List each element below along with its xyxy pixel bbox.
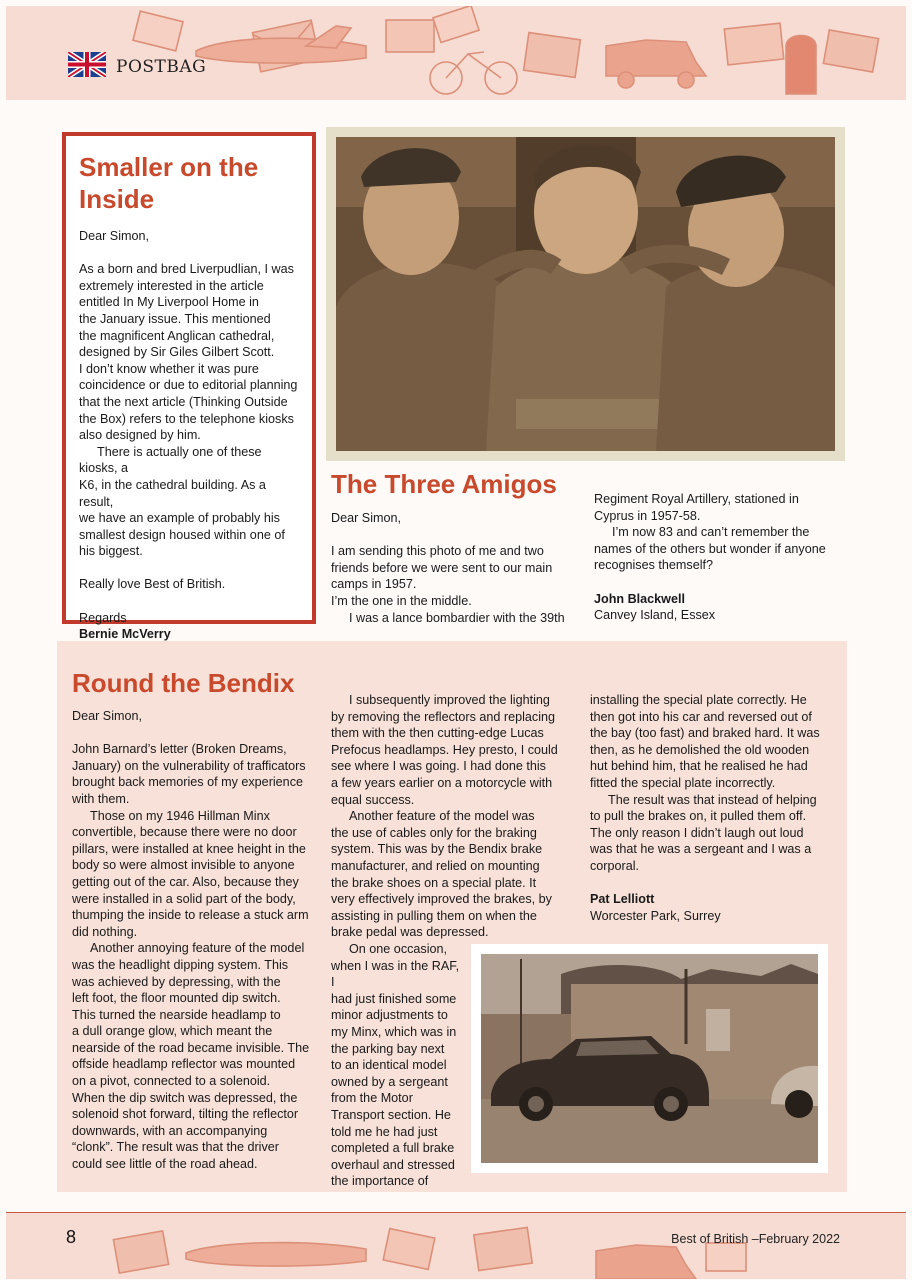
letter3-line: the bay (too fast) and braked hard. It was	[590, 726, 820, 741]
letter3-line: “clonk”. The result was that the driver	[72, 1140, 279, 1155]
letter2-column-1	[331, 510, 567, 626]
letter2-column-2	[594, 491, 840, 624]
letter3-line: owned by a sergeant	[331, 1074, 448, 1089]
letter3-line: hut behind him, that he realised he had	[590, 759, 808, 774]
paragraph-gap	[72, 725, 314, 742]
letter1-line: we have an example of probably his	[79, 511, 280, 526]
letter3-line: completed a full brake	[331, 1141, 455, 1156]
letter3-line: Dear Simon,	[72, 709, 142, 723]
letter1-line: There is actually one of these kiosks, a	[79, 444, 262, 476]
letter3-line: a few years earlier on a motorcycle with	[331, 775, 553, 790]
three-amigos-photo	[326, 127, 845, 461]
letter3-line: installing the special plate correctly. He	[590, 693, 807, 707]
letter3-line: solenoid shot forward, tilting the reflector	[72, 1107, 299, 1122]
letter3-line: was the headlight dipping system. This	[72, 957, 289, 972]
car-photo-illustration	[481, 954, 818, 1163]
soldiers-photo-illustration	[336, 137, 835, 451]
letter3-line: very effectively improved the brakes, by	[331, 892, 552, 907]
letter1-line: Dear Simon,	[79, 229, 149, 243]
letter3-line: could see little of the road ahead.	[72, 1157, 258, 1172]
letter1-line: that the next article (Thinking Outside	[79, 394, 288, 409]
letter2-line: I’m the one in the middle.	[331, 593, 472, 608]
letter3-column-3	[590, 692, 836, 924]
letter1-body	[79, 228, 301, 643]
letter2-line: I’m now 83 and can’t remember the	[612, 525, 810, 540]
letter1-line: the Box) refers to the telephone kiosks	[79, 411, 294, 426]
letter3-line: the use of cables only for the braking	[331, 825, 537, 840]
letter2-line: Dear Simon,	[331, 511, 401, 525]
letter3-line: downwards, with an accompanying	[72, 1123, 268, 1138]
letter3-line: minor adjustments to	[331, 1008, 448, 1023]
letter3-line: system. This was by the Bendix brake	[331, 842, 543, 857]
letter2-line: recognises themself?	[594, 558, 714, 573]
letter3-line: when I was in the RAF, I	[331, 958, 460, 990]
publication-footer: Best of British –February 2022	[671, 1232, 840, 1246]
letter2-location: Canvey Island, Essex	[594, 608, 716, 623]
letter3-line: them with the then cutting-edge Lucas	[331, 726, 544, 741]
page-number: 8	[66, 1227, 77, 1247]
letter1-line: As a born and bred Liverpudlian, I was	[79, 262, 294, 277]
letter3-title: Round the Bendix	[72, 668, 295, 698]
letter2-line: friends before we were sent to our main	[331, 560, 553, 575]
letter3-line: was that he was a sergeant and I was a	[590, 842, 812, 857]
letter3-line: then got into his car and reversed out of	[590, 709, 812, 724]
letter2-signature: John Blackwell	[594, 591, 685, 606]
union-flag-icon	[68, 52, 106, 77]
letter3-line: to an identical model	[331, 1058, 447, 1073]
paragraph-gap	[79, 593, 301, 610]
letter1-line: I don’t know whether it was pure	[79, 361, 259, 376]
letter1-line: K6, in the cathedral building. As a result,	[79, 477, 266, 509]
letter3-line: I subsequently improved the lighting	[349, 693, 550, 707]
letter3-column-2-continued	[331, 941, 463, 1190]
letter1-line: his biggest.	[79, 544, 143, 559]
paragraph-gap	[590, 875, 836, 892]
letter3-line: The only reason I didn’t laugh out loud	[590, 825, 804, 840]
letter3-line: equal success.	[331, 792, 415, 807]
letter3-line: This turned the nearside headlamp to	[72, 1007, 281, 1022]
letter3-line: by removing the reflectors and replacing	[331, 709, 556, 724]
section-label: POSTBAG	[116, 57, 207, 77]
letter1-line: smallest design housed within one of	[79, 527, 285, 542]
letter1-line: designed by Sir Giles Gilbert Scott.	[79, 345, 275, 360]
letter3-line: from the Motor	[331, 1091, 413, 1106]
letter3-line: The result was that instead of helping	[608, 792, 817, 807]
postal-illustration-footer	[6, 1213, 906, 1279]
letter3-line: Prefocus headlamps. Hey presto, I could	[331, 742, 558, 757]
header-decorative-band	[6, 6, 906, 100]
letter3-line: manufacturer, and relied on mounting	[331, 858, 540, 873]
letter3-line: When the dip switch was depressed, the	[72, 1090, 298, 1105]
paragraph-gap	[594, 574, 840, 591]
letter1-line: the magnificent Anglican cathedral,	[79, 328, 275, 343]
letter1-line: also designed by him.	[79, 428, 201, 443]
postal-illustration	[6, 6, 906, 100]
letter3-line: see where I was going. I had done this	[331, 759, 546, 774]
letter3-line: did nothing.	[72, 924, 138, 939]
letter3-column-1	[72, 708, 314, 1173]
letter3-line: thumping the inside to release a stuck arm	[72, 908, 309, 923]
paragraph-gap	[331, 527, 567, 544]
letter2-line: Regiment Royal Artillery, stationed in	[594, 492, 799, 506]
letter3-line: brought back memories of my experience	[72, 775, 303, 790]
letter1-line: coincidence or due to editorial planning	[79, 378, 298, 393]
letter3-line: the importance of	[331, 1174, 429, 1189]
letter2-title: The Three Amigos	[331, 469, 557, 499]
letter3-location: Worcester Park, Surrey	[590, 908, 721, 923]
letter3-line: the parking bay next	[331, 1041, 445, 1056]
letter3-signature: Pat Lelliott	[590, 892, 655, 907]
letter3-line: John Barnard’s letter (Broken Dreams,	[72, 742, 287, 757]
letter3-line: pillars, were installed at knee height in the	[72, 841, 306, 856]
letter3-line: nearside of the road became invisible. The	[72, 1040, 310, 1055]
letter1-signature: Bernie McVerry	[79, 627, 171, 642]
letter1-line: Regards	[79, 610, 127, 625]
letter3-line: Another feature of the model was	[349, 809, 535, 824]
letter2-line: camps in 1957.	[331, 577, 417, 592]
letter3-line: fitted the special plate incorrectly.	[590, 775, 776, 790]
letter3-line: on a pivot, connected to a solenoid.	[72, 1074, 271, 1089]
letter3-line: then, as he demolished the old wooden	[590, 742, 810, 757]
letter3-line: a dull orange glow, which meant the	[72, 1024, 273, 1039]
letter3-line: overhaul and stressed	[331, 1157, 455, 1172]
letter3-line: corporal.	[590, 858, 639, 873]
letter3-line: convertible, because there were no door	[72, 825, 297, 840]
letter3-column-2	[331, 692, 567, 941]
letter3-line: was achieved by depressing, with the	[72, 974, 281, 989]
letter3-line: January) on the vulnerability of trafficators	[72, 758, 306, 773]
letter3-line: were installed in a solid part of the body,	[72, 891, 296, 906]
letter3-line: with them.	[72, 791, 130, 806]
letter3-line: offside headlamp reflector was mounted	[72, 1057, 296, 1072]
letter3-line: told me he had just	[331, 1124, 438, 1139]
letter1-line: extremely interested in the article	[79, 278, 264, 293]
letter3-line: left foot, the floor mounted dip switch.	[72, 991, 281, 1006]
letter3-line: getting out of the car. Also, because they	[72, 874, 299, 889]
letter3-line: the brake shoes on a special plate. It	[331, 875, 537, 890]
letter3-line: my Minx, which was in	[331, 1024, 457, 1039]
letter2-line: Cyprus in 1957-58.	[594, 508, 701, 523]
paragraph-gap	[79, 560, 301, 577]
letter3-line: brake pedal was depressed.	[331, 925, 489, 940]
letter1-line: Really love Best of British.	[79, 577, 226, 592]
letter1-line: entitled In My Liverpool Home in	[79, 295, 259, 310]
letter3-line: body so were almost invisible to anyone	[72, 858, 295, 873]
letter3-line: Another annoying feature of the model	[90, 941, 305, 956]
paragraph-gap	[79, 245, 301, 262]
letter1-title: Smaller on the Inside	[79, 152, 259, 214]
letter3-line: On one occasion,	[349, 942, 448, 956]
letter2-line: I was a lance bombardier with the 39th	[349, 610, 565, 625]
letter2-line: I am sending this photo of me and two	[331, 544, 544, 559]
letter3-line: Those on my 1946 Hillman Minx	[90, 808, 270, 823]
letter3-line: Transport section. He	[331, 1107, 451, 1122]
letter1-line: the January issue. This mentioned	[79, 311, 271, 326]
letter3-line: assisting in pulling them on when the	[331, 908, 537, 923]
letter3-line: to pull the brakes on, it pulled them off.	[590, 809, 807, 824]
hillman-minx-photo	[471, 944, 828, 1173]
letter3-line: had just finished some	[331, 991, 457, 1006]
letter2-line: names of the others but wonder if anyone	[594, 541, 826, 556]
